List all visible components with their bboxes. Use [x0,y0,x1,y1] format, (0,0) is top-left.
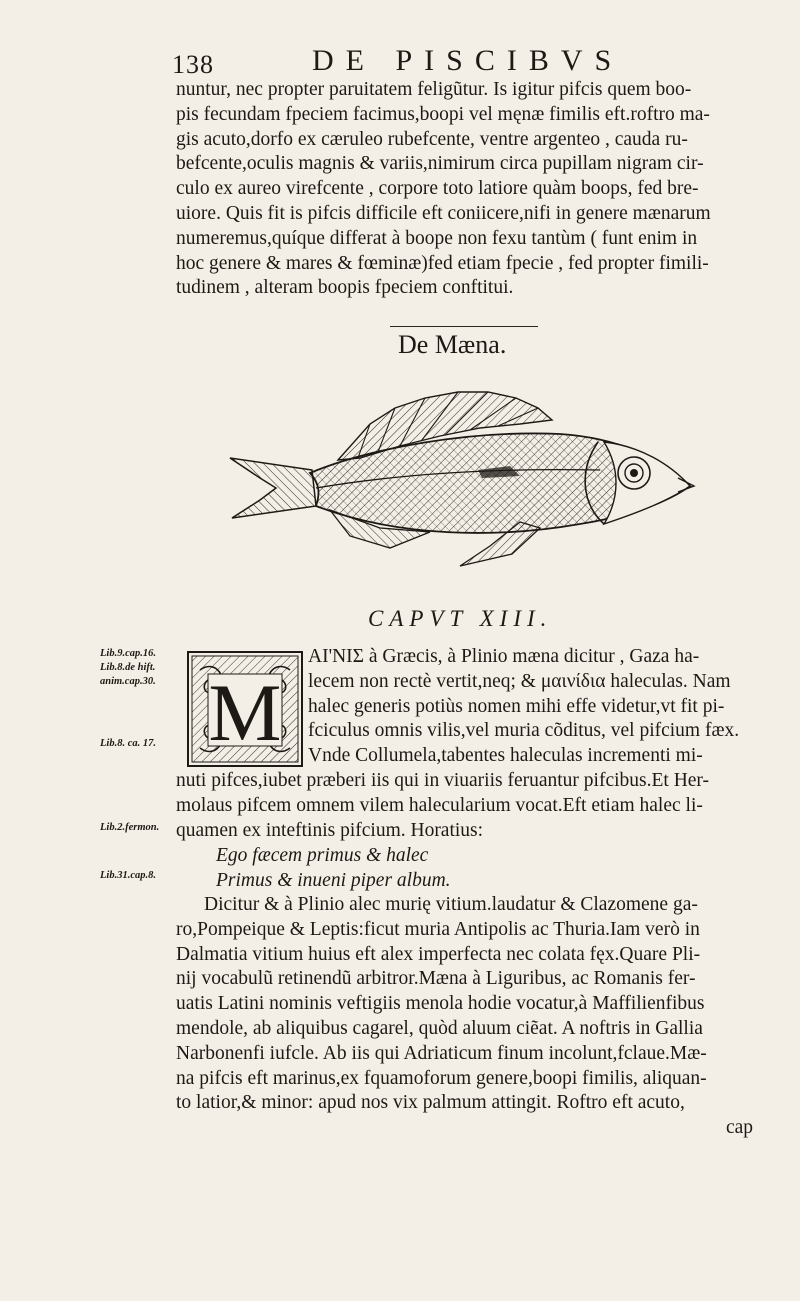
text-line: hoc genere & mares & fœminæ)fed etiam fpecie , fed propter fimili- [176,252,709,274]
text-line: numeremus,quíque differat à boope non fexu tantùm ( funt enim in [176,227,698,249]
verse-line: Primus & inueni piper album. [216,870,451,891]
fish-illustration [220,378,700,588]
paragraph-1 [176,78,766,301]
running-head: DE PISCIBVS [312,44,624,77]
margin-note: anim.cap.30. [100,676,156,687]
text-line: nuti pifces,iubet præberi iis qui in viuariis feruantur pifcibus.Et Her- [176,770,710,791]
text-line: quamen ex inteftinis pifcium. Horatius: [176,819,484,841]
margin-note: Lib.2.fermon. [100,822,160,833]
text-line: Vnde Collumela,tabentes haleculas incrementi mi- [308,745,703,767]
text-line: culo ex aureo virefcente , corpore toto latiore quàm boops, fed bre- [176,178,699,200]
text-line: lecem non rectè vertit,neq; & μαινίδια haleculas. Nam [308,670,731,692]
text-line: ro,Pompeique & Leptis:ficut muria Antipolis ac Thuria.Iam verò in [176,918,700,940]
heading-rule [390,326,538,327]
fish-woodcut-image [220,378,700,588]
initial-paragraph [308,645,739,769]
text-line: AI'NIΣ à Græcis, à Plinio mæna dicitur , Gaza ha- [308,646,700,667]
text-line: befcente,oculis magnis & variis,nimirum circa pupillam nigram cir- [176,153,704,175]
text-line: fciculus omnis vilis,vel muria cõditus, vel pifcium fæx. [308,720,740,742]
margin-note: Lib.31.cap.8. [100,870,156,881]
text-line: nij vocabulũ retinendũ arbitror.Mæna à Liguribus, ac Romanis fer- [176,968,696,990]
text-line: to latior,& minor: apud nos vix palmum attingit. Roftro eft acuto, [176,1092,685,1114]
text-line: tudinem , alteram boopis fpeciem conftitui. [176,277,514,299]
initial-letter: M [208,667,282,758]
page-number: 138 [172,50,214,79]
catchword: cap [726,1117,754,1138]
margin-note: Lib.8. ca. 17. [100,738,156,749]
text-line: uiore. Quis fit is pifcis difficile eft coniicere,nifi in genere mænarum [176,202,711,224]
text-line: nuntur, nec propter paruitatem feligũtur. Is igitur pifcis quem boo- [176,79,692,100]
text-line: halec generis potiùs nomen mihi effe videtur,vt fit pi- [308,695,725,717]
margin-note: Lib.9.cap.16. [100,648,156,659]
text-line: molaus pifcem omnem vilem halecularium vocat.Eft etiam halec li- [176,794,703,816]
paragraph-3 [176,893,766,1116]
text-line: uatis Latini nominis veftigiis menola hodie vocatur,à Maffilienfibus [176,993,705,1015]
text-line: Dalmatia vitium huius eft alex imperfecta nec colata fęx.Quare Pli- [176,943,701,965]
text-line: Dicitur & à Plinio alec murię vitium.laudatur & Clazomene ga- [204,894,698,915]
margin-note: Lib.8.de hift. [100,662,156,673]
text-line: mendole, ab aliquibus cagarel, quòd aluum ciẽat. A noftris in Gallia [176,1017,703,1039]
section-heading: De Mæna. [398,330,507,359]
text-line: na pifcis eft marinus,ex fquamoforum genere,boopi fimilis, aliquan- [176,1067,707,1089]
text-line: gis acuto,dorfo ex cæruleo rubefcente, ventre argenteo , cauda ru- [176,128,688,150]
ornament-frame-icon [186,650,304,768]
chapter-heading: CAPVT XIII. [368,606,553,631]
text-line: pis fecundam fpeciem facimus,boopi vel męnæ fimilis eft.roftro ma- [176,103,710,125]
decorated-initial [186,650,304,768]
verse-line: Ego fæcem primus & halec [216,845,429,866]
paragraph-2 [176,769,766,843]
text-line: Narbonenfi iufcle. Ab iis qui Adriaticum finum incolunt,fclaue.Mæ- [176,1042,707,1064]
